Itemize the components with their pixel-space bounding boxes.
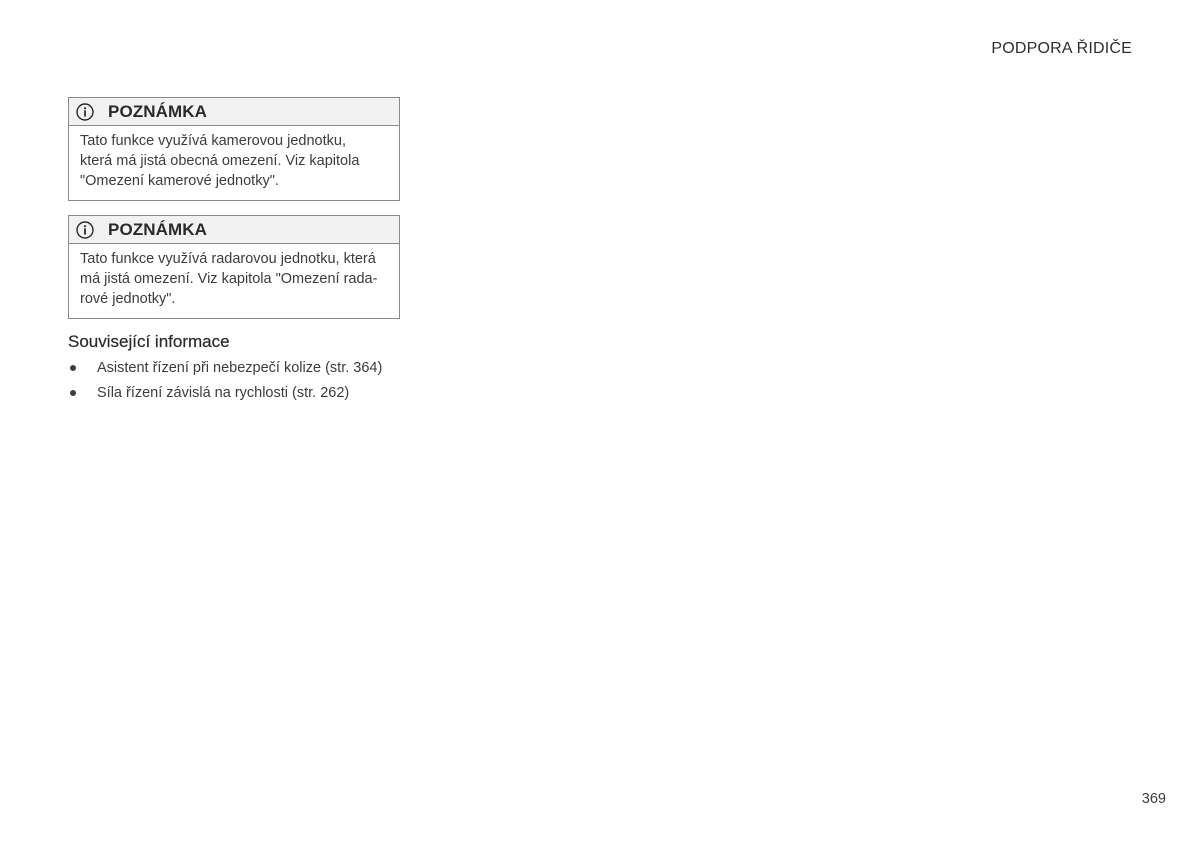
note-header (69, 216, 399, 244)
bullet-icon (70, 390, 76, 396)
page-number: 369 (1141, 791, 1166, 807)
note-text-line: Tato funkce využívá radarovou jednotku, která (80, 251, 376, 267)
related-link-text[interactable]: Síla řízení závislá na rychlosti (str. 262) (97, 385, 350, 401)
note-body (69, 244, 399, 318)
related-link-text[interactable]: Asistent řízení při nebezpečí kolize (str. 364) (97, 360, 383, 376)
note-body (69, 126, 399, 200)
note-text-line: která má jistá obecná omezení. Viz kapitola (80, 153, 360, 169)
note-box-camera (68, 97, 400, 201)
info-circle-icon (76, 221, 94, 239)
note-text-line: Tato funkce využívá kamerovou jednotku, (80, 133, 346, 149)
section-header: PODPORA ŘIDIČE (991, 40, 1132, 57)
related-information (68, 332, 448, 408)
note-title: POZNÁMKA (108, 101, 208, 121)
note-text-line: rové jednotky". (80, 291, 176, 307)
related-information-title: Související informace (68, 332, 230, 351)
note-header (69, 98, 399, 126)
note-box-radar (68, 215, 400, 319)
note-title: POZNÁMKA (108, 219, 208, 239)
note-text-line: "Omezení kamerové jednotky". (80, 173, 279, 189)
related-link-item[interactable] (68, 358, 448, 378)
related-link-item[interactable] (68, 383, 448, 403)
related-links-list (68, 358, 448, 403)
note-text-line: má jistá omezení. Viz kapitola "Omezení rada- (80, 271, 378, 287)
bullet-icon (70, 365, 76, 371)
info-circle-icon (76, 103, 94, 121)
